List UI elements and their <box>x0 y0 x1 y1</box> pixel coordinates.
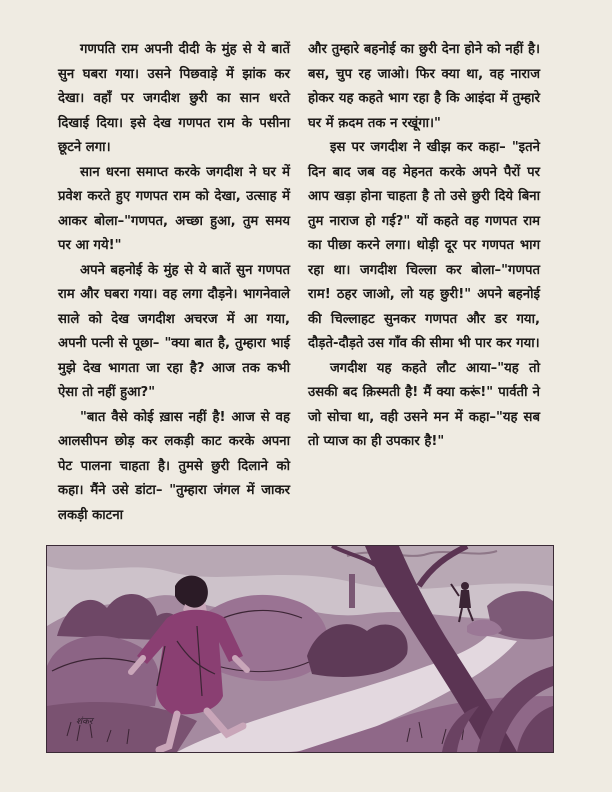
right-column <box>308 38 540 455</box>
paragraph: "बात वैसे कोई ख़ास नहीं है! आज से वह आलसीपन छोड़ कर लकड़ी काट करके अपना पेट पालना चाहता है। तुमसे छुरी दिलाने को कहा। मैंने उसे डांटा– "तुम्हारा जंगल में जाकर लकड़ी काटना <box>58 409 290 523</box>
left-column <box>58 38 290 528</box>
story-illustration <box>46 545 554 753</box>
paragraph: गणपति राम अपनी दीदी के मुंह से ये बातें सुन घबरा गया। उसने पिछवाड़े में झांक कर देखा। वहाँ पर जगदीश छुरी का सान धरते दिखाई दिया। इसे देख गणपत राम के पसीना छूटने लगा। <box>58 42 290 155</box>
paragraph: और तुम्हारे बहनोई का छुरी देना होने को नहीं है। बस, चुप रह जाओ। फिर क्या था, वह नाराज होकर यह कहते भाग रहा है कि आइंदा में तुम्हारे घर में क़दम तक न रखूंगा।" <box>308 42 540 131</box>
paragraph: अपने बहनोई के मुंह से ये बातें सुन गणपत राम और घबरा गया। वह लगा दौड़ने। भागनेवाले साले को देख जगदीश अचरज में आ गया, अपनी पत्नी से पूछा– "क्या बात है, तुम्हारा भाई मुझे देख भागता जा रहा है? आज तक कभी ऐसा तो नहीं हुआ?" <box>58 262 290 400</box>
paragraph: इस पर जगदीश ने खीझ कर कहा– "इतने दिन बाद जब वह मेहनत करके अपने पैरों पर आप खड़ा होना चाहता है तो उसे छुरी दिये बिना तुम नाराज हो गई?" यों कहते वह गणपत राम का पीछा करने लगा। थोड़ी दूर पर गणपत भाग रहा था। जगदीश चिल्ला कर बोला–"गणपत राम! ठहर जाओ, लो यह छुरी!" अपने बहनोई की चिल्लाहट सुनकर गणपत और डर गया, दौड़ते-दौड़ते उस गाँव की सीमा भी पार कर गया। <box>308 140 540 351</box>
illustration-drawing <box>47 546 553 752</box>
artist-signature: शंकर <box>76 717 93 727</box>
paragraph: जगदीश यह कहते लौट आया–"यह तो उसकी बद क़िस्मती है! मैं क्या करूं!" पार्वती ने जो सोचा था, वही उसने मन में कहा–"यह सब तो प्याज का ही उपकार है!" <box>308 360 540 449</box>
paragraph: सान धरना समाप्त करके जगदीश ने घर में प्रवेश करते हुए गणपत राम को देखा, उत्साह में आकर बोला–"गणपत, अच्छा हुआ, तुम समय पर आ गये!" <box>58 164 290 253</box>
